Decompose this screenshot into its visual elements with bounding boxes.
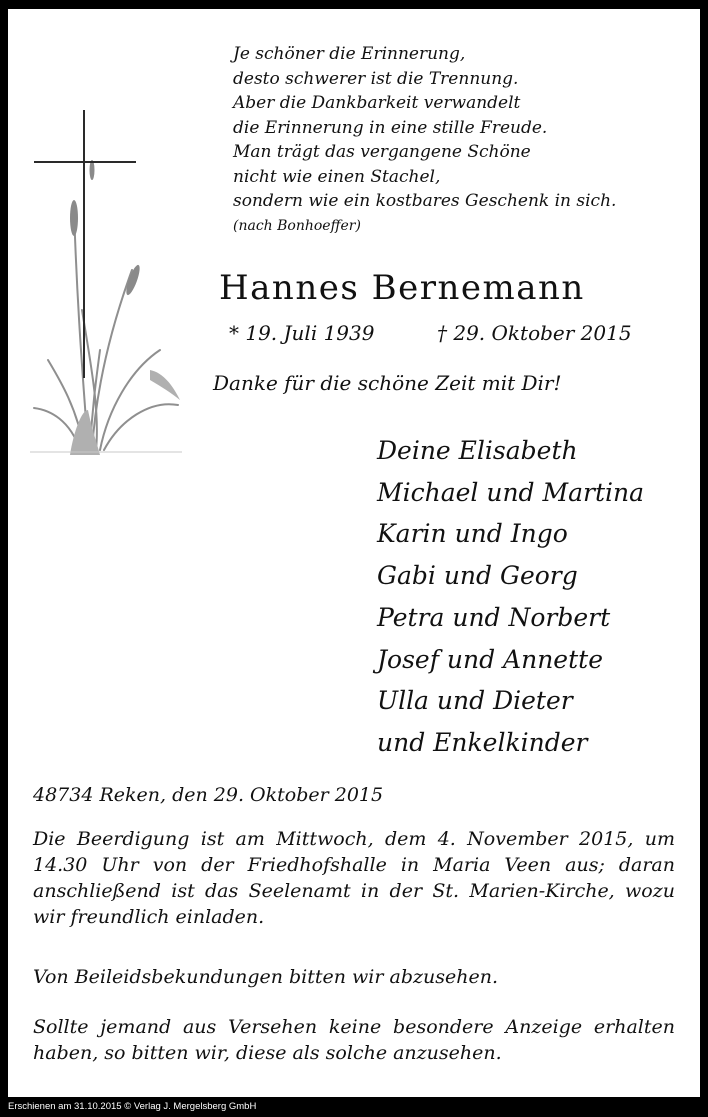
place-and-date: 48734 Reken, den 29. Oktober 2015 [33,784,384,806]
publication-footer: Erschienen am 31.10.2015 © Verlag J. Mergelsberg GmbH [8,1101,257,1112]
quote-line: desto schwerer ist die Trennung. [233,68,519,89]
mourner-entry: Josef und Annette [377,644,603,674]
mourner-entry: Michael und Martina [377,477,644,507]
quote-source: (nach Bonhoeffer) [233,217,361,234]
deceased-name: Hannes Bernemann [219,268,585,308]
birth-date: * 19. Juli 1939 [229,321,375,345]
mourner-entry: Deine Elisabeth [377,436,578,465]
mourner-entry: Petra und Norbert [377,602,611,632]
mourner-entry: und Enkelkinder [377,727,588,757]
quote-line: Man trägt das vergangene Schöne [233,142,531,162]
thanks-line: Danke für die schöne Zeit mit Dir! [213,371,562,395]
condolences-note: Von Beileidsbekundungen bitten wir abzusehen. [33,966,498,988]
quote-line: Aber die Dankbarkeit verwandelt [233,93,521,113]
bonhoeffer-quote [233,42,616,238]
mourner-entry: Karin und Ingo [377,519,568,549]
mourner-entry: Ulla und Dieter [377,686,573,716]
mourners-list [377,430,644,764]
quote-line: nicht wie einen Stachel, [233,166,441,187]
mourner-entry: Gabi und Georg [377,561,578,591]
quote-line: Je schöner die Erinnerung, [233,44,466,64]
quote-line: die Erinnerung in eine stille Freude. [233,117,548,138]
quote-line: sondern wie ein kostbares Geschenk in sich. [233,191,617,211]
notice-text: Sollte jemand aus Versehen keine besondere Anzeige erhalten haben, so bitten wir, diese als solche anzusehen. [33,1016,675,1064]
death-date: † 29. Oktober 2015 [437,321,632,345]
cross-with-reeds-icon [30,110,182,455]
funeral-details: Die Beerdigung ist am Mittwoch, dem 4. November 2015, um 14.30 Uhr von der Friedhofshalle in Maria Veen aus; daran anschließend ist das Seelenamt in der St. Marien-Kirche, wozu wir freundlich einladen. [33,828,675,928]
